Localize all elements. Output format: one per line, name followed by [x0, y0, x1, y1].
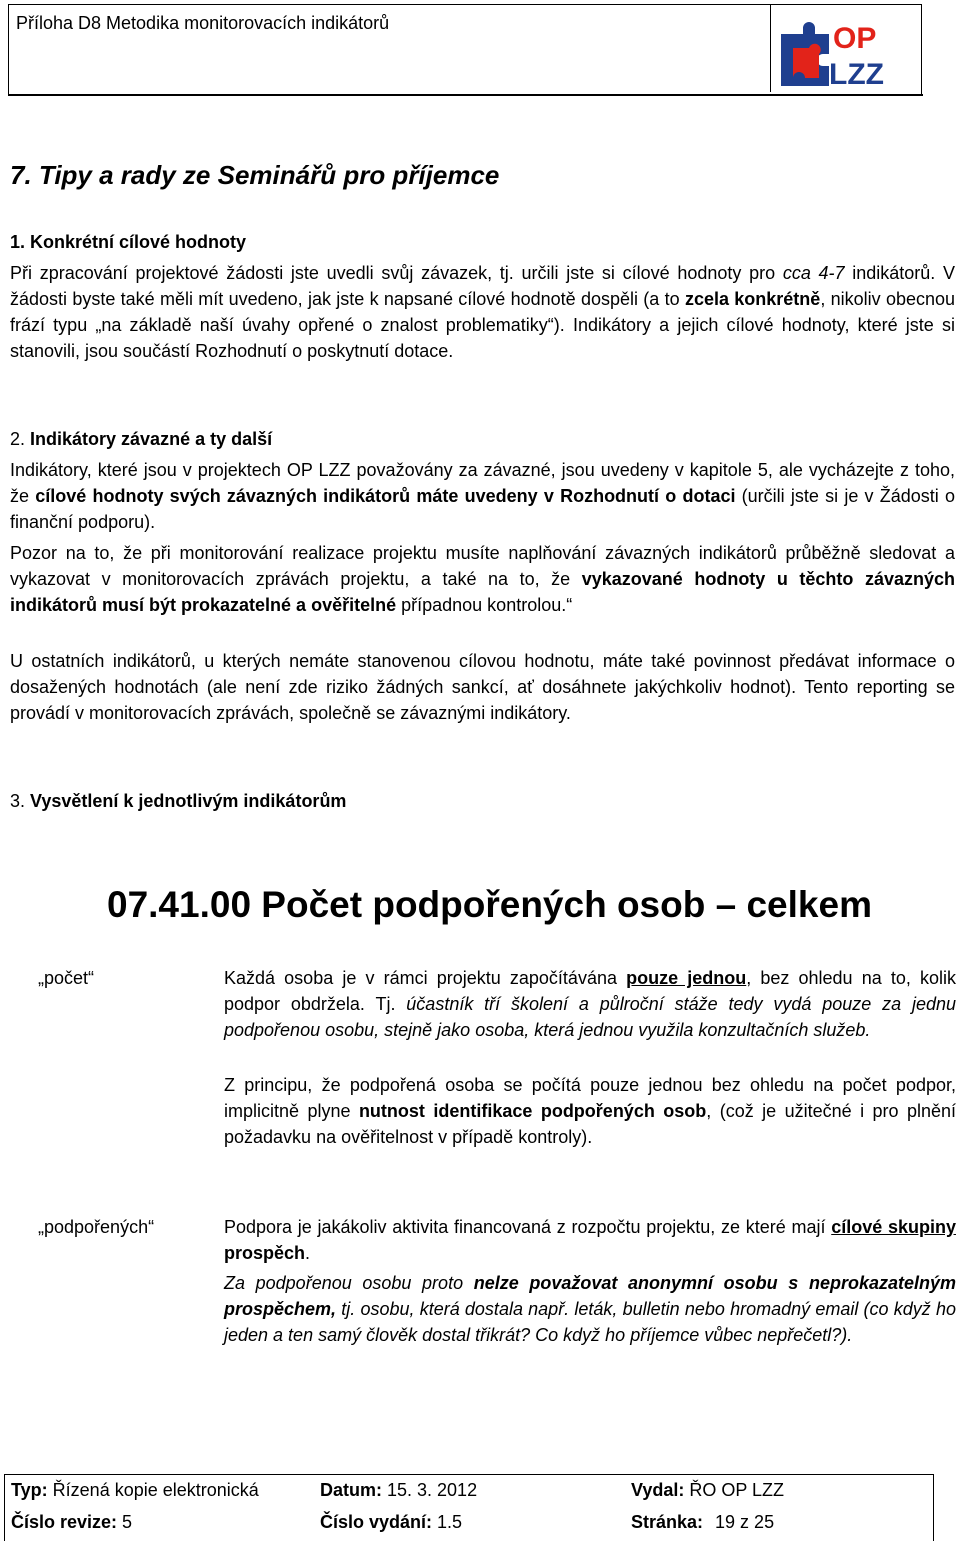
def-podp-bold-underline: cílové skupiny [831, 1217, 956, 1237]
footer-stranka [631, 1511, 774, 1533]
def-podp-text-2: . [305, 1243, 311, 1263]
item1-text-3: , nikoliv obecnou frází typu „na základě naší úvahy opřené o znalost problematiky“). Indikátory a jejich cílové hodnoty, které jste si stanovili, jsou součástí Rozhodnutí o poskytnutí dotace. [10, 289, 956, 361]
item2-heading-text: Indikátory závazné a ty další [30, 429, 273, 449]
def-pocet-text-2: , bez ohledu na to, kolik podpor obdržela. Tj. [224, 968, 956, 1014]
term-podporenych: „podpořených“ [38, 1217, 155, 1237]
logo-box [770, 4, 919, 92]
footer-typ-label: Typ: [11, 1480, 48, 1500]
definition-podporenych-paragraph-1 [224, 1214, 956, 1266]
item2-paragraph-2 [10, 540, 955, 618]
footer-revize-label: Číslo revize: [11, 1512, 118, 1532]
item1-text-bold: zcela konkrétně [684, 289, 821, 309]
item2-heading [10, 426, 272, 452]
document-title: Příloha D8 Metodika monitorovacích indikátorů [16, 13, 390, 33]
header-rule [8, 94, 923, 96]
footer-datum [320, 1479, 477, 1501]
item1-heading: 1. Konkrétní cílové hodnoty [10, 232, 247, 252]
item2-p1-bold: cílové hodnoty svých závazných indikátorů máte uvedeny v Rozhodnutí o dotaci [35, 486, 736, 506]
item3-heading [10, 788, 346, 814]
indicator-title: 07.41.00 Počet podpořených osob – celkem [107, 884, 872, 925]
definition-pocet-paragraph-1 [224, 965, 956, 1043]
item2-p1-text-1: Indikátory, které jsou v projektech OP LZZ považovány za závazné, jsou uvedeny v kapitole 5, ale vycházejte z toho, že [10, 460, 955, 506]
def-pocet-p2-text-1: Z principu, že podpořená osoba se počítá pouze jednou bez ohledu na počet podpor, implicitně plyne [224, 1075, 956, 1121]
def-podp-text-1: Podpora je jakákoliv aktivita financovaná z rozpočtu projektu, ze které mají [224, 1217, 832, 1237]
def-podp-bold: prospěch [224, 1243, 306, 1263]
definition-pocet-paragraph-2 [224, 1072, 956, 1150]
def-pocet-bold-underline: pouze jednou [626, 968, 747, 988]
item2-heading-number: 2. [10, 429, 31, 449]
item2-p1-text-2: (určili jste si je v Žádosti o finanční podporu). [10, 486, 955, 532]
footer-vydani [320, 1511, 462, 1533]
def-podp-p2-italic-2: tj. osobu, která dostala např. leták, bulletin nebo hromadný email (co když ho jeden a ten samý člověk dostal třikrát? Co když ho příjemce vůbec nepřečetl?). [224, 1299, 956, 1345]
def-pocet-text-1: Každá osoba je v rámci projektu započítávána [224, 968, 627, 988]
footer-vydani-label: Číslo vydání: [320, 1512, 433, 1532]
logo-text-lzz: LZZ [829, 58, 884, 91]
item3-heading-text: Vysvětlení k jednotlivým indikátorům [30, 791, 347, 811]
op-lzz-logo [771, 4, 919, 92]
item1-text-2: indikátorů. V žádosti byste také měli mít uvedeno, jak jste k napsané cílové hodnotě dospěli (a to [10, 263, 955, 309]
footer-stranka-value: 19 z 25 [715, 1512, 775, 1532]
item1-paragraph [10, 260, 955, 364]
item2-p2-text-1: Pozor na to, že při monitorování realizace projektu musíte naplňování závazných indikátorů průběžně sledovat a vykazovat v monitorovacích zprávách projektu, a také na to, že [10, 543, 955, 589]
footer-revize-value: 5 [117, 1512, 133, 1532]
item1-text-italic: cca 4-7 [782, 263, 845, 283]
footer-vydal-label: Vydal: [631, 1480, 685, 1500]
footer-typ-value: Řízená kopie elektronická [47, 1480, 259, 1500]
footer-revize [11, 1511, 132, 1533]
def-pocet-italic: účastník tří školení a půlroční stáže tedy vydá pouze za jednu podpořenou osobu, stejně jako osoba, která jednou využila konzultačních služeb. [224, 994, 956, 1040]
definition-podporenych-paragraph-2 [224, 1270, 956, 1348]
footer-typ [11, 1479, 259, 1501]
item2-p2-bold: vykazované hodnoty u těchto závazných indikátorů musí být prokazatelné a ověřitelné [10, 569, 955, 615]
page-footer [4, 1474, 934, 1541]
def-pocet-p2-text-2: , (což je užitečné i pro plnění požadavku na ověřitelnost v případě kontroly). [224, 1101, 956, 1147]
def-podp-p2-bold-italic: nelze považovat anonymní osobu s neprokazatelným prospěchem, [224, 1273, 957, 1319]
section-title: 7. Tipy a rady ze Seminářů pro příjemce [10, 160, 500, 190]
footer-datum-value: 15. 3. 2012 [382, 1480, 478, 1500]
term-pocet: „počet“ [38, 968, 95, 988]
footer-datum-label: Datum: [320, 1480, 382, 1500]
item2-paragraph-1 [10, 457, 955, 535]
item2-paragraph-3: U ostatních indikátorů, u kterých nemáte stanovenou cílovou hodnotu, máte také povinnost předávat informace o dosažených hodnotách (ale není zde riziko žádných sankcí, ať dosáhnete jakýchkoliv hodnot). Tento reporting se provádí v monitorovacích zprávách, společně se závaznými indikátory. [10, 651, 955, 723]
item3-heading-number: 3. [10, 791, 31, 811]
footer-vydal-value: ŘO OP LZZ [684, 1480, 785, 1500]
item1-text-1: Při zpracování projektové žádosti jste uvedli svůj závazek, tj. určili jste si cílové hodnoty pro [10, 263, 783, 283]
item2-p2-text-2: případnou kontrolou.“ [396, 595, 573, 615]
logo-text-op: OP [833, 22, 877, 55]
def-pocet-p2-bold: nutnost identifikace podpořených osob [358, 1101, 707, 1121]
footer-vydani-value: 1.5 [432, 1512, 463, 1532]
footer-vydal [631, 1479, 784, 1501]
def-podp-p2-italic-1: Za podpořenou osobu proto [224, 1273, 474, 1293]
footer-stranka-label: Stránka: [631, 1512, 704, 1532]
